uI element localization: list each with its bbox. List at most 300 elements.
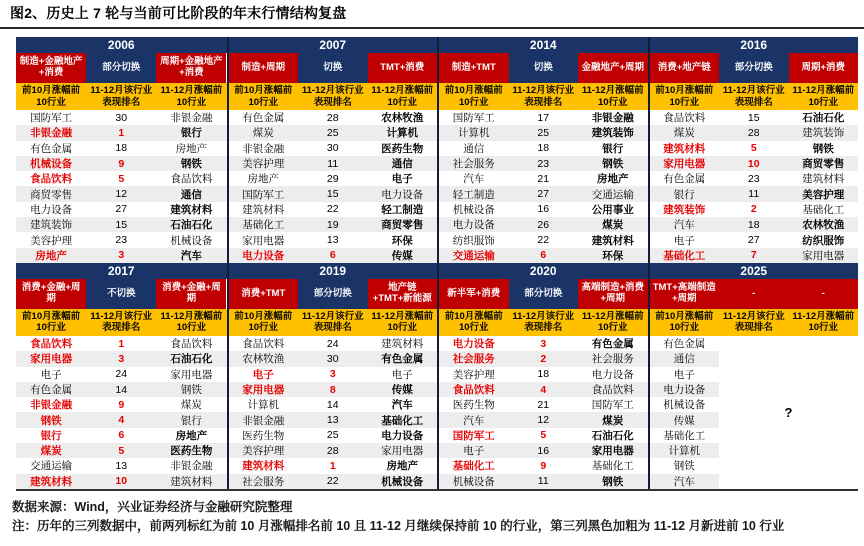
rank-cell: 17 (537, 111, 550, 124)
table-row (439, 217, 648, 232)
phase-label-after: 地产链+TMT+新能源 (368, 279, 438, 309)
table-row (16, 141, 227, 156)
industry-cell: 环保 (602, 249, 624, 262)
table-row (650, 110, 859, 125)
rank-cell: 14 (326, 398, 339, 411)
rank-cell: 22 (326, 203, 339, 216)
industry-cell: 基础化工 (452, 460, 495, 473)
industry-cell: 汽车 (463, 173, 485, 186)
industry-cell: 美容护理 (242, 158, 285, 171)
industry-cell: 建筑材料 (242, 203, 285, 216)
table-row (229, 110, 438, 125)
rank-cell: 14 (115, 383, 128, 396)
rank-cell: 13 (326, 414, 339, 427)
rank-cell: 3 (329, 368, 336, 381)
rank-cell: 26 (537, 218, 550, 231)
industry-cell: 建筑材料 (591, 234, 634, 247)
column-headers (650, 309, 859, 336)
industry-cell: 基础化工 (381, 414, 424, 427)
industry-cell: 房地产 (597, 173, 629, 186)
phase-labels (650, 53, 859, 83)
rank-cell: 11 (327, 157, 339, 170)
industry-cell: 非银金融 (170, 112, 213, 125)
industry-cell: 有色金属 (242, 112, 285, 125)
rank-cell: 27 (115, 203, 128, 216)
industry-cell: 建筑材料 (170, 203, 213, 216)
rank-cell: 5 (750, 142, 757, 155)
industry-cell: 钢铁 (602, 158, 624, 171)
data-rows (439, 110, 648, 263)
industry-cell: 传媒 (391, 384, 413, 396)
industry-cell: 美容护理 (30, 234, 73, 247)
rank-cell: 3 (540, 337, 547, 350)
table-row (229, 186, 438, 201)
industry-cell: 通信 (391, 158, 413, 171)
industry-cell: 电子 (391, 173, 413, 186)
industry-cell: 机械设备 (30, 158, 73, 171)
column-header: 11-12月该行业表现排名 (301, 311, 364, 334)
rank-cell: 9 (540, 459, 547, 472)
table-row (229, 367, 438, 382)
industry-cell: 房地产 (386, 460, 418, 473)
industry-cell: 有色金属 (30, 384, 73, 396)
rank-cell: 3 (118, 249, 125, 262)
industry-cell: 房地产 (247, 173, 279, 186)
rank-cell: 24 (326, 337, 339, 350)
column-header: 前10月涨幅前10行业 (655, 311, 714, 334)
industry-cell: 石油石化 (170, 219, 213, 232)
rank-cell: 23 (537, 157, 550, 170)
industry-cell: 建筑装饰 (663, 203, 706, 216)
industry-cell: 钢铁 (180, 384, 202, 396)
table-row (16, 263, 858, 491)
industry-cell: 轻工制造 (452, 188, 495, 201)
rank-cell: 6 (540, 249, 547, 262)
figure-title: 图2、历史上 7 轮与当前可比阶段的年末行情结构复盘 (0, 0, 864, 29)
industry-cell: 计算机 (668, 445, 700, 458)
industry-cell: 石油石化 (170, 353, 213, 366)
industry-cell: 食品饮料 (170, 338, 213, 351)
industry-cell: 电子 (463, 445, 485, 458)
table-row (439, 443, 648, 458)
industry-cell: 电力设备 (242, 249, 285, 262)
industry-cell: 电力设备 (381, 188, 424, 201)
table-row (439, 474, 648, 489)
phase-label-before: 消费+金融+周期 (16, 279, 86, 309)
phase-label-switch-type: 不切换 (86, 279, 156, 309)
industry-cell: 基础化工 (242, 219, 285, 232)
table-row (16, 458, 227, 473)
table-row (439, 202, 648, 217)
table-row (439, 125, 648, 140)
rank-cell: 4 (540, 383, 547, 396)
industry-cell: 医药生物 (242, 429, 285, 442)
industry-cell: 机械设备 (381, 475, 424, 488)
data-rows (229, 336, 438, 489)
rank-cell: 19 (326, 218, 339, 231)
column-header: 11-12月该行业表现排名 (90, 311, 153, 334)
industry-cell: 银行 (602, 142, 624, 155)
column-headers (650, 83, 859, 110)
table-row (650, 382, 720, 397)
column-headers (439, 309, 648, 336)
phase-label-switch-type: 部分切换 (719, 53, 789, 83)
industry-cell: 建筑材料 (170, 475, 213, 488)
year-block-2006 (16, 37, 227, 263)
industry-cell: 商贸零售 (381, 219, 424, 232)
table-row (16, 125, 227, 140)
table-row (16, 351, 227, 366)
industry-cell: 计算机 (247, 399, 279, 412)
industry-cell: 银行 (673, 188, 695, 201)
industry-cell: 纺织服饰 (802, 234, 845, 247)
industry-cell: 国防军工 (30, 112, 73, 125)
rank-cell: 1 (118, 126, 125, 139)
rank-cell: 13 (115, 459, 128, 472)
placeholder-question-mark: ? (719, 336, 858, 489)
table-row (650, 156, 859, 171)
data-rows (229, 110, 438, 263)
industry-cell: 交通运输 (591, 188, 634, 201)
industry-cell: 食品饮料 (170, 173, 213, 186)
year-block-2025 (648, 263, 859, 489)
table-row (229, 248, 438, 263)
column-header: 11-12月该行业表现排名 (722, 311, 785, 334)
industry-cell: 电力设备 (452, 219, 495, 232)
industry-cell: 家用电器 (381, 445, 424, 458)
comparison-tables (16, 37, 858, 491)
industry-cell: 基础化工 (663, 429, 706, 442)
rank-cell: 15 (747, 111, 760, 124)
table-row (650, 248, 859, 263)
rank-cell: 18 (537, 142, 550, 155)
industry-cell: 非银金融 (242, 414, 285, 427)
year-label: 2025 (650, 263, 859, 279)
column-header: 11-12月该行业表现排名 (90, 85, 153, 108)
phase-label-before: 制造+周期 (229, 53, 299, 83)
industry-cell: 食品饮料 (663, 112, 706, 125)
rank-cell: 3 (118, 352, 125, 365)
year-label: 2020 (439, 263, 648, 279)
rank-cell: 29 (326, 172, 339, 185)
industry-cell: 国防军工 (452, 112, 495, 125)
rank-cell: 1 (329, 459, 336, 472)
industry-cell: 纺织服饰 (452, 234, 495, 247)
phase-labels (229, 279, 438, 309)
rank-cell: 30 (115, 111, 128, 124)
table-row (16, 336, 227, 351)
column-header: 11-12月涨幅前10行业 (581, 311, 644, 334)
rank-cell: 22 (326, 475, 339, 488)
industry-cell: 汽车 (673, 219, 695, 232)
table-row (650, 171, 859, 186)
industry-cell: 建筑装饰 (591, 127, 634, 140)
industry-cell: 钢铁 (673, 460, 695, 473)
industry-cell: 电力设备 (452, 338, 495, 351)
table-row (650, 125, 859, 140)
table-row (16, 232, 227, 247)
industry-cell: 非银金融 (242, 142, 285, 155)
rank-cell: 10 (747, 157, 760, 170)
rank-cell: 15 (326, 188, 339, 201)
column-headers (439, 83, 648, 110)
table-row (650, 474, 720, 489)
column-header: 前10月涨幅前10行业 (22, 311, 81, 334)
phase-label-switch-type: - (719, 279, 789, 309)
data-rows (650, 110, 859, 263)
rank-cell: 15 (115, 218, 128, 231)
table-row (229, 458, 438, 473)
column-headers (16, 83, 227, 110)
rank-cell: 23 (115, 234, 128, 247)
industry-cell: 房地产 (175, 142, 208, 155)
industry-cell: 社会服务 (452, 158, 495, 171)
industry-cell: 交通运输 (30, 460, 73, 473)
industry-cell: 家用电器 (242, 234, 285, 247)
table-row (650, 458, 720, 473)
table-row (229, 382, 438, 397)
rank-cell: 25 (326, 126, 339, 139)
phase-label-before: 制造+金融地产+消费 (16, 53, 86, 83)
table-row (229, 351, 438, 366)
industry-cell: 农林牧渔 (802, 219, 845, 232)
industry-cell: 煤炭 (40, 445, 62, 458)
industry-cell: 非银金融 (30, 399, 73, 412)
year-label: 2006 (16, 37, 227, 53)
column-header: 11-12月涨幅前10行业 (792, 311, 855, 334)
industry-cell: 钢铁 (180, 158, 202, 171)
industry-cell: 轻工制造 (381, 203, 424, 216)
column-header: 11-12月涨幅前10行业 (792, 85, 855, 108)
rank-cell: 30 (326, 352, 339, 365)
table-row (16, 37, 858, 263)
phase-labels (650, 279, 859, 309)
industry-cell: 汽车 (673, 475, 695, 488)
column-header: 前10月涨幅前10行业 (234, 85, 293, 108)
industry-cell: 国防军工 (591, 399, 634, 412)
industry-cell: 机械设备 (452, 203, 495, 216)
column-header: 11-12月该行业表现排名 (722, 85, 785, 108)
table-row (650, 232, 859, 247)
rank-cell: 6 (118, 429, 125, 442)
phase-label-after: 消费+金融+周期 (156, 279, 226, 309)
industry-cell: 国防军工 (242, 188, 285, 201)
table-row (229, 156, 438, 171)
table-row (229, 141, 438, 156)
table-row (439, 351, 648, 366)
industry-cell: 有色金属 (381, 353, 424, 366)
phase-label-switch-type: 部分切换 (509, 279, 579, 309)
table-row (439, 156, 648, 171)
industry-cell: 建筑材料 (30, 475, 73, 488)
rank-cell: 1 (118, 337, 125, 350)
data-rows (16, 110, 227, 263)
table-row (439, 458, 648, 473)
industry-cell: 煤炭 (673, 127, 695, 140)
industry-cell: 建筑材料 (802, 173, 845, 186)
industry-cell: 医药生物 (381, 142, 424, 155)
industry-cell: 汽车 (391, 399, 413, 412)
table-row (16, 474, 227, 489)
industry-cell: 社会服务 (242, 475, 285, 488)
industry-cell: 非银金融 (30, 127, 73, 140)
industry-cell: 电子 (252, 368, 274, 381)
table-row (16, 248, 227, 263)
table-row (16, 412, 227, 427)
industry-cell: 公用事业 (591, 203, 634, 216)
industry-cell: 电子 (673, 234, 695, 247)
table-row (439, 232, 648, 247)
data-rows (16, 336, 227, 489)
rank-cell: 25 (326, 429, 339, 442)
phase-labels (439, 279, 648, 309)
industry-cell: 建筑材料 (381, 338, 424, 351)
table-row (650, 336, 720, 351)
year-label: 2016 (650, 37, 859, 53)
rank-cell: 28 (747, 126, 760, 139)
industry-cell: 食品饮料 (30, 338, 73, 351)
industry-cell: 汽车 (180, 249, 202, 262)
industry-cell: 通信 (180, 188, 202, 201)
industry-cell: 石油石化 (591, 429, 634, 442)
industry-cell: 家用电器 (170, 368, 213, 381)
industry-cell: 建筑材料 (242, 460, 285, 473)
industry-cell: 电力设备 (30, 203, 73, 216)
year-block-2019 (227, 263, 438, 489)
table-row (650, 397, 720, 412)
rank-cell: 22 (537, 234, 550, 247)
column-header: 11-12月涨幅前10行业 (371, 85, 434, 108)
phase-label-after: 高端制造+消费+周期 (578, 279, 648, 309)
industry-cell: 通信 (463, 142, 485, 155)
industry-cell: 有色金属 (663, 173, 706, 186)
table-row (439, 412, 648, 427)
rank-cell: 2 (750, 203, 757, 216)
industry-cell: 社会服务 (452, 353, 495, 366)
year-label: 2014 (439, 37, 648, 53)
industry-cell: 食品饮料 (591, 384, 634, 396)
industry-cell: 家用电器 (663, 158, 706, 171)
phase-label-before: 制造+TMT (439, 53, 509, 83)
table-row (229, 428, 438, 443)
phase-label-before: TMT+高端制造+周期 (650, 279, 720, 309)
rank-cell: 28 (326, 444, 339, 457)
industry-cell: 电力设备 (381, 429, 424, 442)
column-header: 前10月涨幅前10行业 (444, 85, 503, 108)
table-row (650, 141, 859, 156)
phase-label-switch-type: 部分切换 (86, 53, 156, 83)
table-row (229, 412, 438, 427)
industry-cell: 煤炭 (602, 414, 624, 427)
industry-cell: 机械设备 (663, 399, 706, 412)
table-row (439, 382, 648, 397)
table-row (650, 367, 720, 382)
table-row (16, 382, 227, 397)
data-rows (439, 336, 648, 489)
rank-cell: 12 (537, 414, 550, 427)
industry-cell: 美容护理 (802, 188, 845, 201)
column-headers (229, 309, 438, 336)
table-row (229, 125, 438, 140)
rank-cell: 10 (115, 475, 128, 488)
rank-cell: 13 (326, 234, 339, 247)
rank-cell: 7 (750, 249, 757, 262)
industry-cell: 传媒 (673, 414, 695, 427)
industry-cell: 家用电器 (30, 353, 73, 366)
rank-cell: 23 (747, 172, 760, 185)
column-header: 前10月涨幅前10行业 (655, 85, 714, 108)
rank-cell: 18 (747, 218, 760, 231)
industry-cell: 有色金属 (663, 338, 706, 351)
rank-cell: 24 (115, 368, 128, 381)
industry-cell: 非银金融 (591, 112, 634, 125)
rank-cell: 21 (537, 398, 550, 411)
column-header: 11-12月该行业表现排名 (512, 85, 575, 108)
phase-labels (439, 53, 648, 83)
column-header: 11-12月涨幅前10行业 (160, 311, 223, 334)
table-row (229, 443, 438, 458)
industry-cell: 农林牧渔 (381, 112, 424, 125)
rank-cell: 18 (537, 368, 550, 381)
rank-cell: 5 (118, 444, 125, 457)
table-row (439, 367, 648, 382)
rank-cell: 9 (118, 157, 125, 170)
industry-cell: 计算机 (458, 127, 490, 140)
table-row (439, 171, 648, 186)
industry-cell: 家用电器 (591, 445, 634, 458)
industry-cell: 钢铁 (602, 475, 624, 488)
phase-label-before: 新半军+消费 (439, 279, 509, 309)
industry-cell: 建筑装饰 (30, 219, 73, 232)
table-row (16, 367, 227, 382)
column-header: 11-12月涨幅前10行业 (581, 85, 644, 108)
industry-cell: 机械设备 (170, 234, 213, 247)
rank-cell: 18 (115, 142, 128, 155)
rank-cell: 27 (537, 188, 550, 201)
table-row (439, 428, 648, 443)
rank-cell: 2 (540, 352, 547, 365)
industry-cell: 建筑材料 (663, 142, 706, 155)
table-row (439, 110, 648, 125)
table-row (16, 171, 227, 186)
table-row (229, 202, 438, 217)
industry-cell: 有色金属 (30, 142, 73, 155)
phase-label-before: 消费+地产链 (650, 53, 720, 83)
year-block-2020 (437, 263, 648, 489)
table-row (229, 336, 438, 351)
industry-cell: 交通运输 (452, 249, 495, 262)
phase-label-switch-type: 切换 (509, 53, 579, 83)
column-header: 前10月涨幅前10行业 (444, 311, 503, 334)
industry-cell: 计算机 (386, 127, 418, 140)
industry-cell: 国防军工 (452, 429, 495, 442)
industry-cell: 建筑装饰 (802, 127, 845, 140)
phase-label-after: 金融地产+周期 (578, 53, 648, 83)
table-row (650, 412, 720, 427)
rank-cell: 5 (540, 429, 547, 442)
rank-cell: 12 (115, 188, 128, 201)
industry-cell: 医药生物 (170, 445, 213, 458)
industry-cell: 基础化工 (663, 249, 706, 262)
industry-cell: 食品饮料 (30, 173, 73, 186)
industry-cell: 电力设备 (591, 368, 634, 381)
table-row (229, 474, 438, 489)
industry-cell: 煤炭 (602, 219, 624, 232)
industry-cell: 传媒 (391, 249, 413, 262)
footnote-line: 注：历年的三列数据中，前两列标红为前 10 月涨幅排名前 10 且 11-12 月继续保持前 10 的行业，第三列黑色加粗为 11-12 月新进前 10 行业 (12, 519, 785, 534)
table-row (439, 248, 648, 263)
industry-cell: 电子 (673, 368, 695, 381)
